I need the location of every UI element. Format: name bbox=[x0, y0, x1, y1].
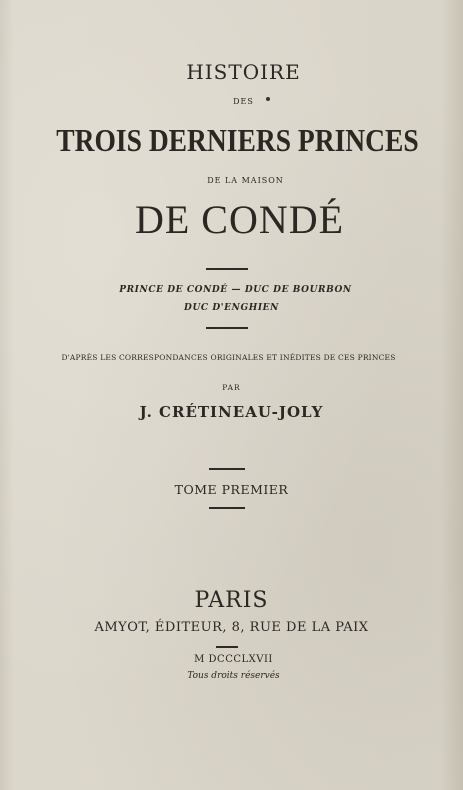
main-title: TROIS DERNIERS PRINCES bbox=[56, 122, 419, 158]
heading-histoire: HISTOIRE bbox=[186, 60, 301, 84]
heading-de-la-maison: DE LA MAISON bbox=[207, 176, 284, 185]
author-name: J. CRÉTINEAU-JOLY bbox=[139, 403, 324, 421]
volume-label: TOME PREMIER bbox=[174, 482, 289, 497]
heading-des: DES bbox=[233, 97, 254, 106]
divider-rule bbox=[216, 646, 238, 648]
city: PARIS bbox=[194, 588, 269, 613]
subtitle-line-1: PRINCE DE CONDÉ — DUC DE BOURBON bbox=[119, 285, 352, 295]
publication-year: M DCCCLXVII bbox=[194, 654, 273, 665]
divider-rule bbox=[209, 507, 245, 509]
subtitle-line-2: DUC D'ENGHIEN bbox=[184, 303, 279, 313]
sources-note: D'APRÈS LES CORRESPONDANCES ORIGINALES ET INÉDITES DE CES PRINCES bbox=[61, 353, 396, 362]
divider-rule bbox=[209, 468, 245, 470]
divider-rule bbox=[206, 327, 248, 329]
rights-notice: Tous droits réservés bbox=[187, 671, 280, 681]
par-label: PAR bbox=[222, 383, 241, 392]
publisher: AMYOT, ÉDITEUR, 8, RUE DE LA PAIX bbox=[94, 620, 369, 635]
house-name: DE CONDÉ bbox=[134, 197, 345, 242]
divider-rule bbox=[206, 268, 248, 270]
